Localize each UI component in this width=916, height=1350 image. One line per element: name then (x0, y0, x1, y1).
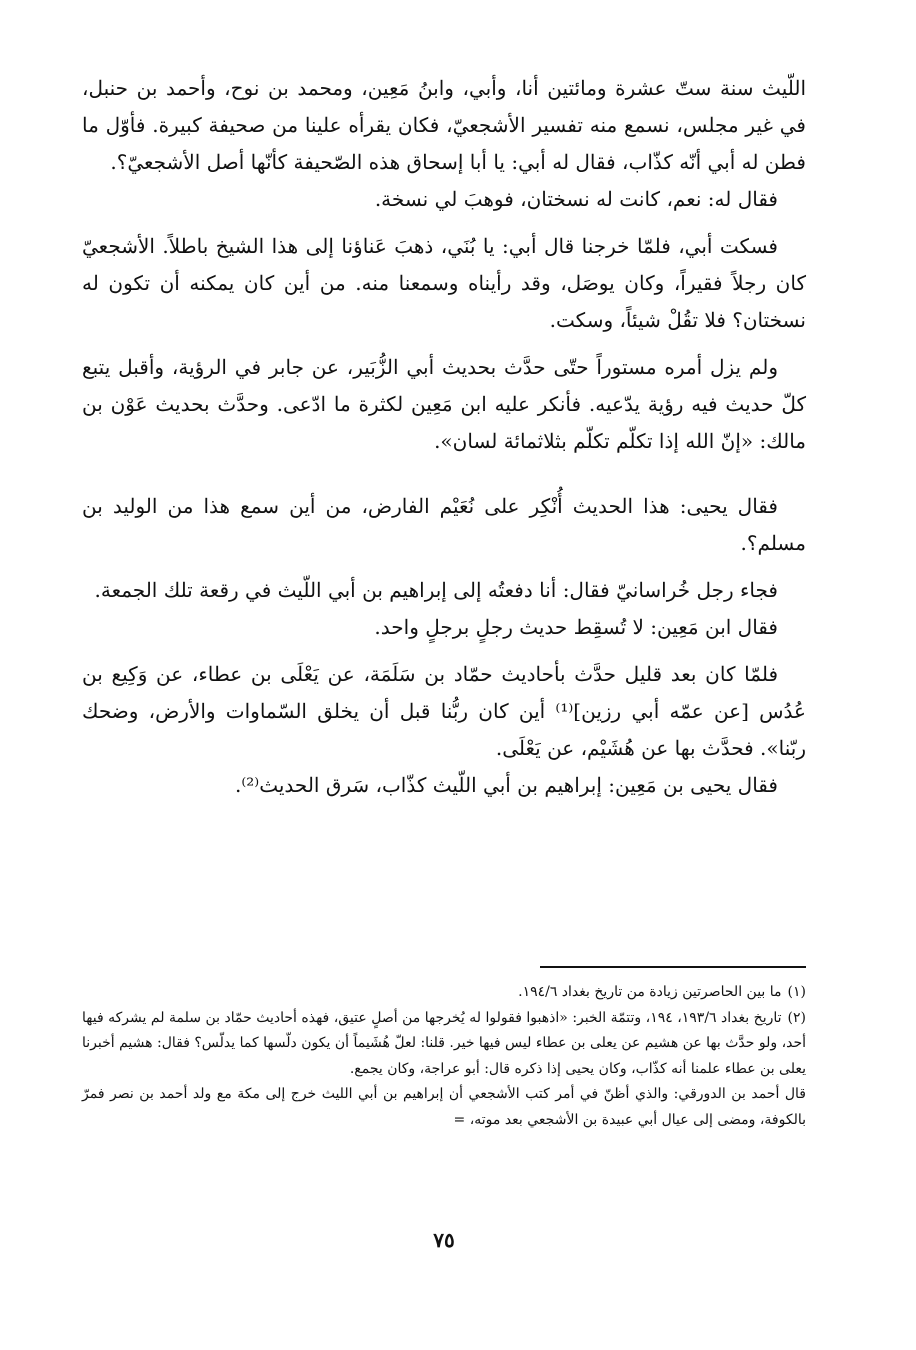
footnote-2-number: (٢) (787, 1009, 806, 1026)
book-page (82, 70, 806, 1300)
footnote-separator (540, 966, 806, 968)
paragraph-2: فقال له: نعم، كانت له نسختان، فوهبَ لي نسخة. (374, 187, 778, 211)
paragraph-5: فقال يحيى: هذا الحديث أُنْكِر على نُعَيْم الفارض، من أين سمع هذا من الوليد بن مسلم؟. (82, 494, 806, 555)
footnote-1-text: ما بين الحاصرتين زيادة من تاريخ بغداد ١٩٤/٦. (518, 984, 782, 1000)
footnotes (82, 980, 806, 1133)
paragraph-6: فجاء رجل خُراسانيّ فقال: أنا دفعتُه إلى إبراهيم بن أبي اللّيث في رقعة تلك الجمعة. (94, 578, 778, 602)
footnote-1-number: (١) (787, 984, 806, 1000)
footnote-2-text: تاريخ بغداد ١٩٣/٦، ١٩٤، وتتمّة الخبر: «اذهبوا فقولوا له يُخرجها من أصلٍ عتيق، فهذه أحاديث حمّاد بن سلمة لم يشركه فيها أحد، ولو حدَّث بها عن هشيم عن يعلى بن عطاء ليس فيها خير. قلنا: لعلّ هُشَيماً أن يكون دلّسها كما يدلّس؟ فقال: هشيم أخبرنا يعلى بن عطاء علمنا أنه كذّاب، وكان يحيى إذا ذكره قال: أبو عراجة، وكان يجمع. (82, 1009, 806, 1077)
main-text (82, 70, 806, 804)
paragraph-8: فلمّا كان بعد قليل حدَّث بأحاديث حمّاد بن سَلَمَة، عن يَعْلَى بن عطاء، عن وَكِيع بن عُدُس [عن عمّه أبي رزين]⁽¹⁾ أين كان ربُّنا قبل أن يخلق السّماوات والأرض، وضحك ربّنا». فحدَّث بها عن هُشَيْم، عن يَعْلَى. (82, 662, 806, 760)
page-number: ٧٥ (433, 1228, 455, 1252)
footnote-1 (82, 980, 806, 1006)
paragraph-9: فقال يحيى بن مَعِين: إبراهيم بن أبي اللّيث كذّاب، سَرق الحديث⁽²⁾. (234, 773, 778, 797)
paragraph-3: فسكت أبي، فلمّا خرجنا قال أبي: يا بُنَي، ذهبَ عَناؤنا إلى هذا الشيخ باطلاً. الأشجعيّ كان رجلاً فقيراً، وكان يوصَل، وقد رأيناه وسمعنا منه. من أين كان يمكنه أن تكون له نسختان؟ فلا تقُلْ شيئاً، وسكت. (82, 234, 806, 332)
paragraph-1: اللّيث سنة ستّ عشرة ومائتين أنا، وأبي، وابنُ مَعِين، ومحمد بن نوح، وأحمد بن حنبل، في غير مجلس، نسمع منه تفسير الأشجعيّ، فكان يقرأه علينا من صحيفة كبيرة. فأوّل ما فطن له أبي أنّه كذّاب، فقال له أبي: يا أبا إسحاق هذه الصّحيفة كأنّها أصل الأشجعيّ؟. (82, 76, 806, 174)
footnote-2-continuation: قال أحمد بن الدورقي: والذي أظنّ في أمر كتب الأشجعي أن إبراهيم بن أبي الليث خرج إلى مكة مع ولد أحمد بن نصر فمرّ بالكوفة، ومضى إلى عيال أبي عبيدة بن الأشجعي بعد موته، = (82, 1086, 806, 1128)
paragraph-4: ولم يزل أمره مستوراً حتّى حدَّث بحديث أبي الزُّبَير، عن جابر في الرؤية، وأقبل يتبع كلّ حديث فيه رؤية يدّعيه. فأنكر عليه ابن مَعِين لكثرة ما ادّعى. وحدَّث بحديث عَوْن بن مالك: «إنّ الله إذا تكلّم تكلّم بثلاثمائة لسان». (82, 355, 806, 453)
footnote-2 (82, 1006, 806, 1083)
paragraph-7: فقال ابن مَعِين: لا تُسقِط حديث رجلٍ برجلٍ واحد. (374, 615, 778, 639)
